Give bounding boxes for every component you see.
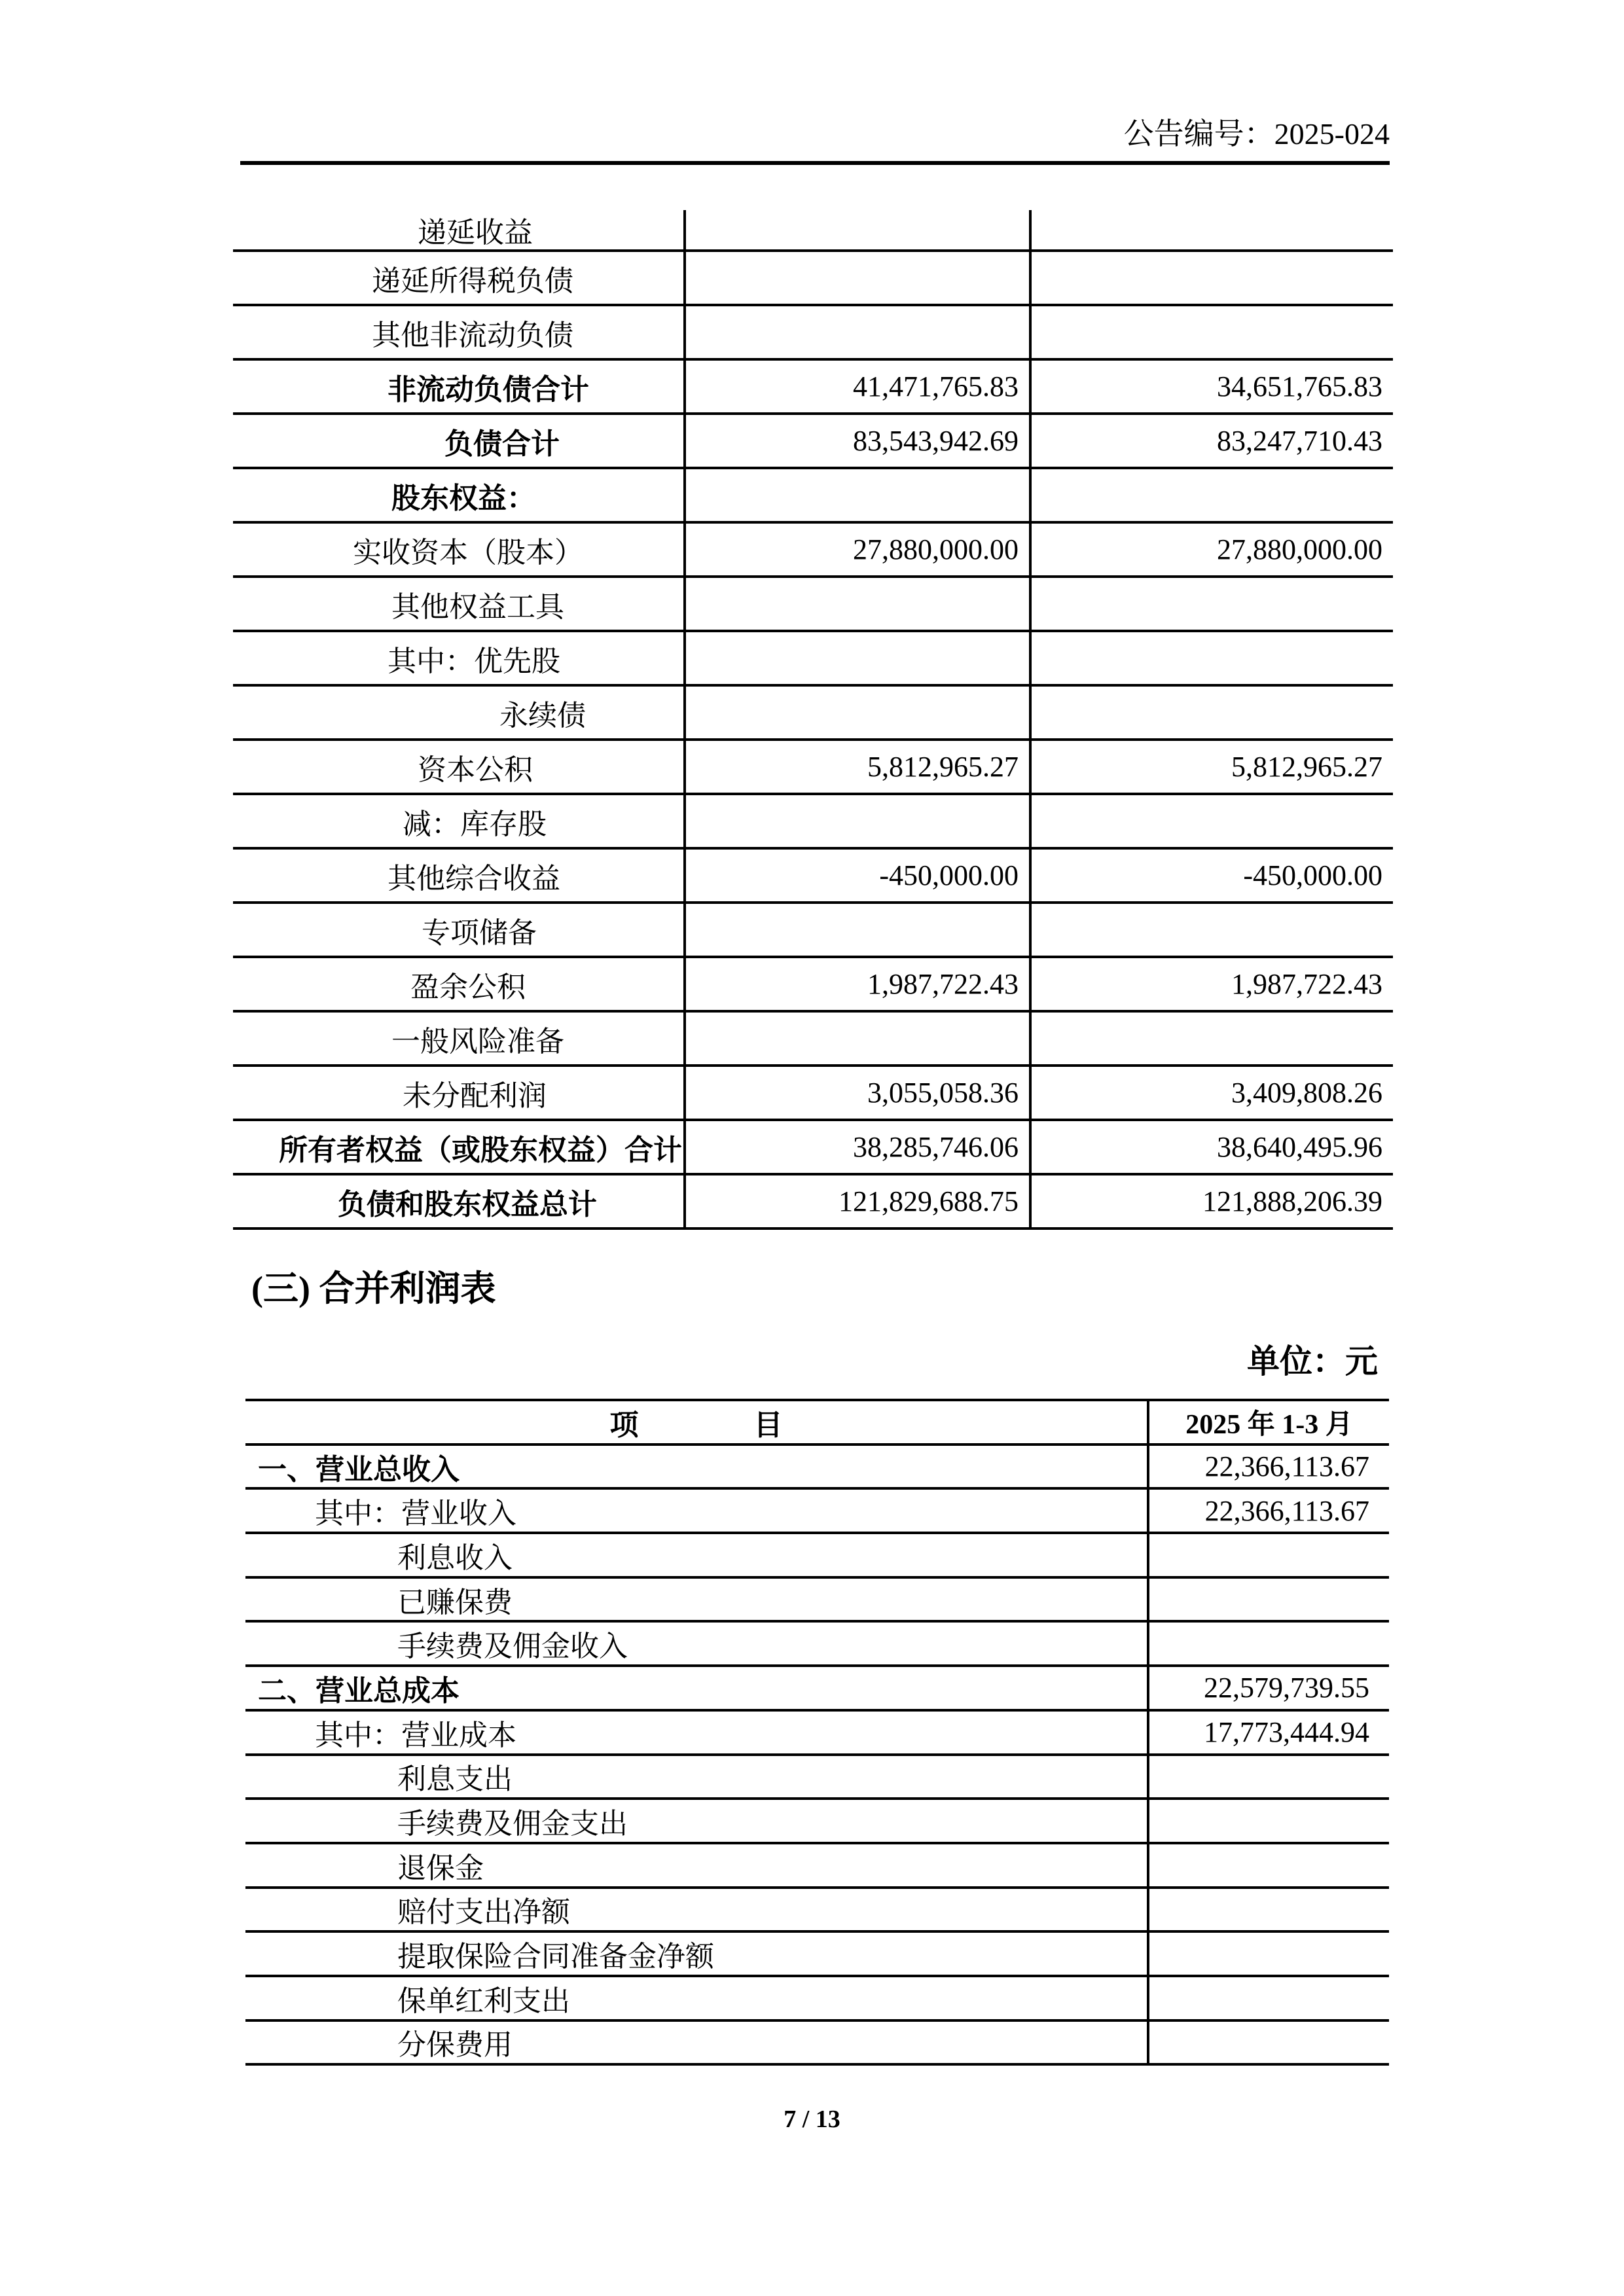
row-value-prior: 1,987,722.43 xyxy=(1231,968,1382,1000)
table-row xyxy=(233,524,1393,578)
row-label: 股东权益： xyxy=(233,469,686,521)
table-row xyxy=(245,1800,1389,1844)
row-label: 非流动负债合计 xyxy=(233,361,686,412)
row-value-prior xyxy=(1032,795,1393,847)
row-label: 其他综合收益 xyxy=(233,850,686,901)
row-label: 永续债 xyxy=(233,687,686,738)
table-row xyxy=(233,1067,1393,1121)
row-value-prior xyxy=(1032,904,1393,956)
row-value-current xyxy=(686,632,1032,684)
row-value-current xyxy=(686,687,1032,738)
table-row xyxy=(233,415,1393,469)
row-label: 已赚保费 xyxy=(245,1579,1149,1621)
row-value-prior: 3,409,808.26 xyxy=(1231,1077,1382,1109)
column-header-item: 项 目 xyxy=(245,1401,1149,1443)
row-label: 其他权益工具 xyxy=(233,578,686,630)
table-row xyxy=(233,741,1393,795)
row-value xyxy=(1149,1933,1389,1975)
row-label: 专项储备 xyxy=(233,904,686,956)
row-label: 一般风险准备 xyxy=(233,1013,686,1064)
row-value xyxy=(1149,1844,1389,1886)
column-header-period: 2025 年 1-3 月 xyxy=(1185,1409,1353,1440)
table-row xyxy=(245,1490,1389,1534)
table-row xyxy=(245,1579,1389,1623)
row-value xyxy=(1149,1800,1389,1842)
table-row xyxy=(233,958,1393,1013)
row-value xyxy=(1149,1889,1389,1931)
table-row xyxy=(233,252,1393,306)
row-label: 手续费及佣金支出 xyxy=(245,1800,1149,1842)
row-label: 所有者权益（或股东权益）合计 xyxy=(233,1121,686,1173)
table-row xyxy=(233,1175,1393,1230)
row-value-prior xyxy=(1032,210,1393,249)
table-row xyxy=(233,904,1393,958)
row-value-prior: 5,812,965.27 xyxy=(1231,751,1382,783)
row-label: 实收资本（股本） xyxy=(233,524,686,575)
row-label: 退保金 xyxy=(245,1844,1149,1886)
row-label: 分保费用 xyxy=(245,2022,1149,2064)
table-row xyxy=(245,1889,1389,1933)
table-row xyxy=(245,1623,1389,1667)
row-value xyxy=(1149,1977,1389,2019)
row-label: 资本公积 xyxy=(233,741,686,793)
row-label: 其中：优先股 xyxy=(233,632,686,684)
row-label: 其他非流动负债 xyxy=(233,306,686,358)
row-label: 减：库存股 xyxy=(233,795,686,847)
row-value xyxy=(1149,1579,1389,1621)
row-value-prior xyxy=(1032,578,1393,630)
row-label: 盈余公积 xyxy=(233,958,686,1010)
row-value-current xyxy=(686,1013,1032,1064)
row-value: 22,579,739.55 xyxy=(1204,1672,1369,1704)
row-label: 其中：营业成本 xyxy=(245,1712,1149,1753)
row-value-current: 3,055,058.36 xyxy=(686,1067,1032,1119)
table-row xyxy=(245,1756,1389,1801)
table-row xyxy=(233,795,1393,850)
row-label: 手续费及佣金收入 xyxy=(245,1623,1149,1664)
row-value-current xyxy=(686,904,1032,956)
row-value-current xyxy=(686,210,1032,249)
table-header-row xyxy=(245,1401,1389,1446)
row-value-current: -450,000.00 xyxy=(686,850,1032,901)
row-value-current xyxy=(686,469,1032,521)
table-row xyxy=(245,1446,1389,1490)
row-value-current: 5,812,965.27 xyxy=(686,741,1032,793)
row-label: 二、营业总成本 xyxy=(245,1667,1149,1709)
row-value-prior xyxy=(1032,1013,1393,1064)
row-value: 17,773,444.94 xyxy=(1204,1716,1369,1749)
table-row xyxy=(233,1013,1393,1067)
row-value-prior xyxy=(1032,687,1393,738)
row-value-current: 1,987,722.43 xyxy=(686,958,1032,1010)
unit-label: 单位：元 xyxy=(1247,1343,1378,1380)
row-label: 保单红利支出 xyxy=(245,1977,1149,2019)
table-row xyxy=(233,687,1393,741)
row-value xyxy=(1149,1756,1389,1798)
balance-sheet-table xyxy=(233,210,1393,1230)
row-value-prior: 27,880,000.00 xyxy=(1217,533,1382,565)
row-value xyxy=(1149,1623,1389,1664)
row-value-current: 41,471,765.83 xyxy=(686,361,1032,412)
row-label: 利息收入 xyxy=(245,1534,1149,1576)
income-statement-table xyxy=(245,1399,1389,2066)
table-row xyxy=(233,850,1393,904)
table-row xyxy=(245,1667,1389,1712)
row-label: 负债和股东权益总计 xyxy=(233,1175,686,1227)
table-row xyxy=(233,578,1393,632)
table-row xyxy=(245,2022,1389,2066)
table-row xyxy=(233,210,1393,252)
row-value-current: 121,829,688.75 xyxy=(686,1175,1032,1227)
page-number: 7 / 13 xyxy=(784,2106,840,2133)
header-rule xyxy=(240,161,1390,165)
row-value-prior: 83,247,710.43 xyxy=(1217,425,1382,457)
table-row xyxy=(245,1534,1389,1579)
row-label: 其中：营业收入 xyxy=(245,1490,1149,1532)
table-row xyxy=(245,1977,1389,2022)
row-value xyxy=(1149,1534,1389,1576)
row-label: 赔付支出净额 xyxy=(245,1889,1149,1931)
table-row xyxy=(233,361,1393,415)
row-value-prior: -450,000.00 xyxy=(1243,859,1382,891)
row-value-current: 83,543,942.69 xyxy=(686,415,1032,467)
row-label: 递延所得税负债 xyxy=(233,252,686,304)
table-row xyxy=(245,1712,1389,1756)
row-value-prior: 34,651,765.83 xyxy=(1217,370,1382,403)
row-value-prior xyxy=(1032,306,1393,358)
row-value-current xyxy=(686,578,1032,630)
row-value-prior: 38,640,495.96 xyxy=(1217,1131,1382,1163)
row-value-current: 27,880,000.00 xyxy=(686,524,1032,575)
doc-number: 公告编号：2025-024 xyxy=(1123,117,1390,151)
row-label: 利息支出 xyxy=(245,1756,1149,1798)
row-label: 递延收益 xyxy=(233,210,686,249)
row-label: 未分配利润 xyxy=(233,1067,686,1119)
table-row xyxy=(245,1933,1389,1977)
row-value xyxy=(1149,2022,1389,2064)
row-value: 22,366,113.67 xyxy=(1204,1494,1369,1527)
row-value-current xyxy=(686,252,1032,304)
section-title: (三) 合并利润表 xyxy=(251,1269,496,1308)
row-value-current xyxy=(686,306,1032,358)
table-row xyxy=(245,1844,1389,1889)
row-value: 22,366,113.67 xyxy=(1204,1450,1369,1483)
row-label: 提取保险合同准备金净额 xyxy=(245,1933,1149,1975)
table-row xyxy=(233,1121,1393,1175)
row-value-prior: 121,888,206.39 xyxy=(1202,1185,1382,1217)
row-value-prior xyxy=(1032,469,1393,521)
row-value-prior xyxy=(1032,632,1393,684)
row-label: 负债合计 xyxy=(233,415,686,467)
row-value-current: 38,285,746.06 xyxy=(686,1121,1032,1173)
table-row xyxy=(233,632,1393,687)
row-label: 一、营业总收入 xyxy=(245,1446,1149,1488)
table-row xyxy=(233,469,1393,524)
row-value-prior xyxy=(1032,252,1393,304)
table-row xyxy=(233,306,1393,361)
row-value-current xyxy=(686,795,1032,847)
